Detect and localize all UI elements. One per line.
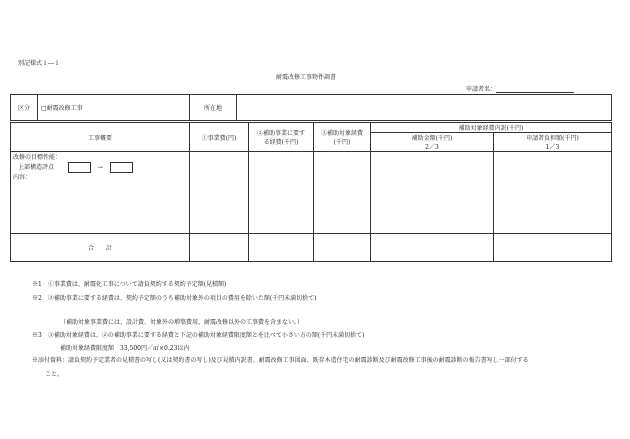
eligible-expense-cell xyxy=(314,152,371,234)
document-title: 耐震改修工事物件調書 xyxy=(276,74,337,81)
attachment-note-continued: こと。 xyxy=(45,371,64,378)
score-after-field[interactable] xyxy=(110,162,133,173)
eligible-expense-header: ③補助対象経費 (千円) xyxy=(314,123,371,152)
applicant-burden-cell xyxy=(494,152,612,234)
location-label: 所在地 xyxy=(190,95,237,121)
attachment-note: ※添付資料：請負契約予定業者の見積書の写し(又は契約書の写し)及び見積内訳書、耐震改修工事図面、既存木造住宅の耐震診断及び耐震改修工事後の耐震診断の報告書写し一部付する xyxy=(32,357,529,364)
work-outline-cell xyxy=(11,152,190,234)
category-label: 区分 xyxy=(11,95,38,121)
total-applicant-burden xyxy=(494,234,612,262)
subsidy-amount-cell xyxy=(371,152,494,234)
score-before-field[interactable] xyxy=(68,162,91,173)
note-3-limit: 補助対象経費限度額 33,500円／㎡×0.23以内 xyxy=(60,345,190,352)
note-3: ※3 ③補助対象経費は、②の補助事業に要する経費と下記の補助対象経費限度額とを比べて小さい方の額(千円未満切捨て) xyxy=(32,332,365,339)
project-cost-header: ①事業費(円) xyxy=(190,123,249,152)
project-cost-cell xyxy=(190,152,249,234)
top-info-table xyxy=(10,94,612,121)
note-2: ※2 ②補助事業に要する経費は、契約予定額のうち補助対象外の項目の費用を除いた額(千円未満切捨て) xyxy=(32,295,317,302)
form-number: 別記様式１―１ xyxy=(18,60,61,67)
applicant-name-field xyxy=(466,84,574,93)
note-2-supplement: （補助対象事業費には、設計費、対象外の増築費用、耐震改修以外の工事費を含まない。） xyxy=(60,319,304,326)
location-value xyxy=(237,95,612,121)
total-subsidy-amount xyxy=(371,234,494,262)
arrow-icon: → xyxy=(97,164,103,171)
structure-score-label: 上部構造評点 xyxy=(18,164,55,171)
category-value: □耐震改修工事 xyxy=(38,95,190,121)
expense-breakdown-header: 補助対象経費内訳(千円) xyxy=(371,123,612,133)
subsidy-amount-header: 補助金額(千円) 2／3 xyxy=(371,133,494,152)
note-1: ※1 ①事業費は、耐震化工事について請負契約する契約予定額(見積額) xyxy=(32,281,227,288)
applicant-name-underline xyxy=(496,86,574,93)
total-subsidy-project-expense xyxy=(249,234,314,262)
applicant-name-label: 申請者名： xyxy=(466,86,497,93)
total-eligible-expense xyxy=(314,234,371,262)
content-label: 内容： xyxy=(13,174,32,181)
work-outline-header: 工事概要 xyxy=(11,123,190,152)
subsidy-project-expense-cell xyxy=(249,152,314,234)
total-label: 合 計 xyxy=(11,234,190,262)
work-details-table xyxy=(10,122,612,262)
subsidy-project-expense-header: ②補助事業に要す る経費(千円) xyxy=(249,123,314,152)
score-row xyxy=(13,162,187,173)
applicant-burden-header: 申請者負担額(千円) 1／3 xyxy=(494,133,612,152)
target-performance-label: 改修の目標性能： xyxy=(13,154,62,161)
total-project-cost xyxy=(190,234,249,262)
